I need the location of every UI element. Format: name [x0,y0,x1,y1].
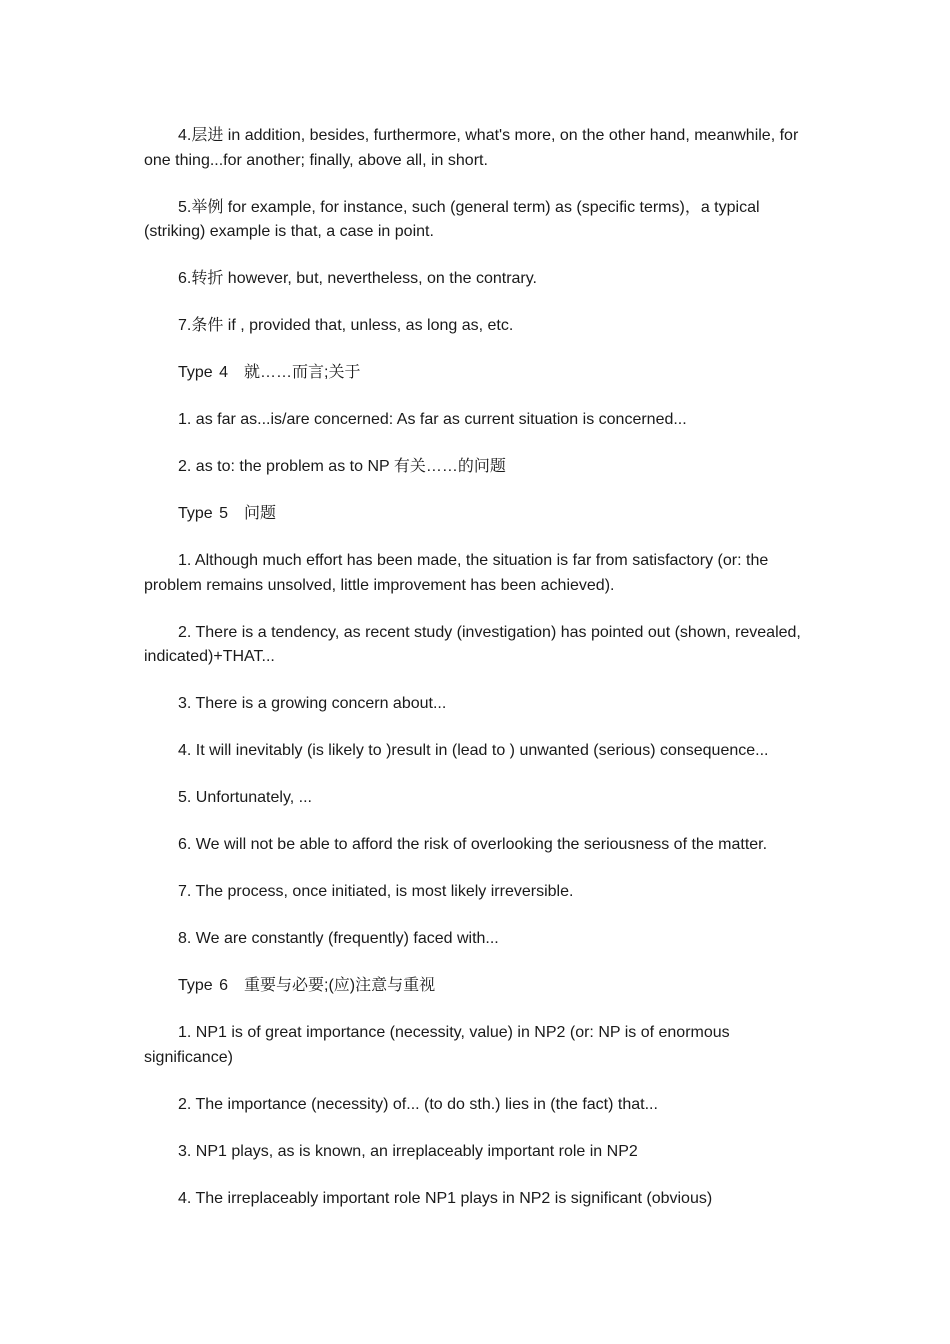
section-heading-type-5: Type 5 问题 [178,505,277,522]
type5-item-6: 6. We will not be able to afford the risk of overlooking the seriousness of the matter. [178,836,768,853]
type5-item-2: 2. There is a tendency, as recent study (investigation) has pointed out (shown, revealed, indicated)+THAT... [144,623,801,665]
paragraph-example: 5.举例 for example, for instance, such (general term) as (specific terms)，a typical (striking) example is that, a case in point. [144,198,760,240]
type6-item-1: 1. NP1 is of great importance (necessity, value) in NP2 (or: NP is of enormous significance) [144,1024,730,1066]
type5-item-4: 4. It will inevitably (is likely to )result in (lead to ) unwanted (serious) consequence... [178,742,769,759]
type5-item-7: 7. The process, once initiated, is most likely irreversible. [178,883,574,900]
type5-item-8: 8. We are constantly (frequently) faced with... [178,930,499,947]
type5-item-3: 3. There is a growing concern about... [178,695,447,712]
type6-item-3: 3. NP1 plays, as is known, an irreplaceably important role in NP2 [178,1142,638,1160]
paragraph-contrast: 6.转折 however, but, nevertheless, on the contrary. [178,270,538,287]
type6-item-4: 4. The irreplaceably important role NP1 plays in NP2 is significant (obvious) [178,1189,713,1207]
paragraph-condition: 7.条件 if , provided that, unless, as long as, etc. [178,317,514,334]
paragraph-progression: 4.层进 in addition, besides, furthermore, what's more, on the other hand, meanwhile, for one thing...for another; finally, above all, in short. [144,127,799,169]
section-heading-type-4: Type 4 就……而言;关于 [178,364,361,381]
type5-item-1: 1. Although much effort has been made, the situation is far from satisfactory (or: the problem remains unsolved, little improvement has been achieved). [144,552,769,594]
type6-item-2: 2. The importance (necessity) of... (to do sth.) lies in (the fact) that... [178,1095,658,1113]
type5-item-5: 5. Unfortunately, ... [178,789,312,806]
section-heading-type-6: Type 6 重要与必要;(应)注意与重视 [178,977,436,994]
type4-item-2: 2. as to: the problem as to NP 有关……的问题 [178,458,506,475]
document-page [144,124,808,1211]
type4-item-1: 1. as far as...is/are concerned: As far as current situation is concerned... [178,411,687,428]
